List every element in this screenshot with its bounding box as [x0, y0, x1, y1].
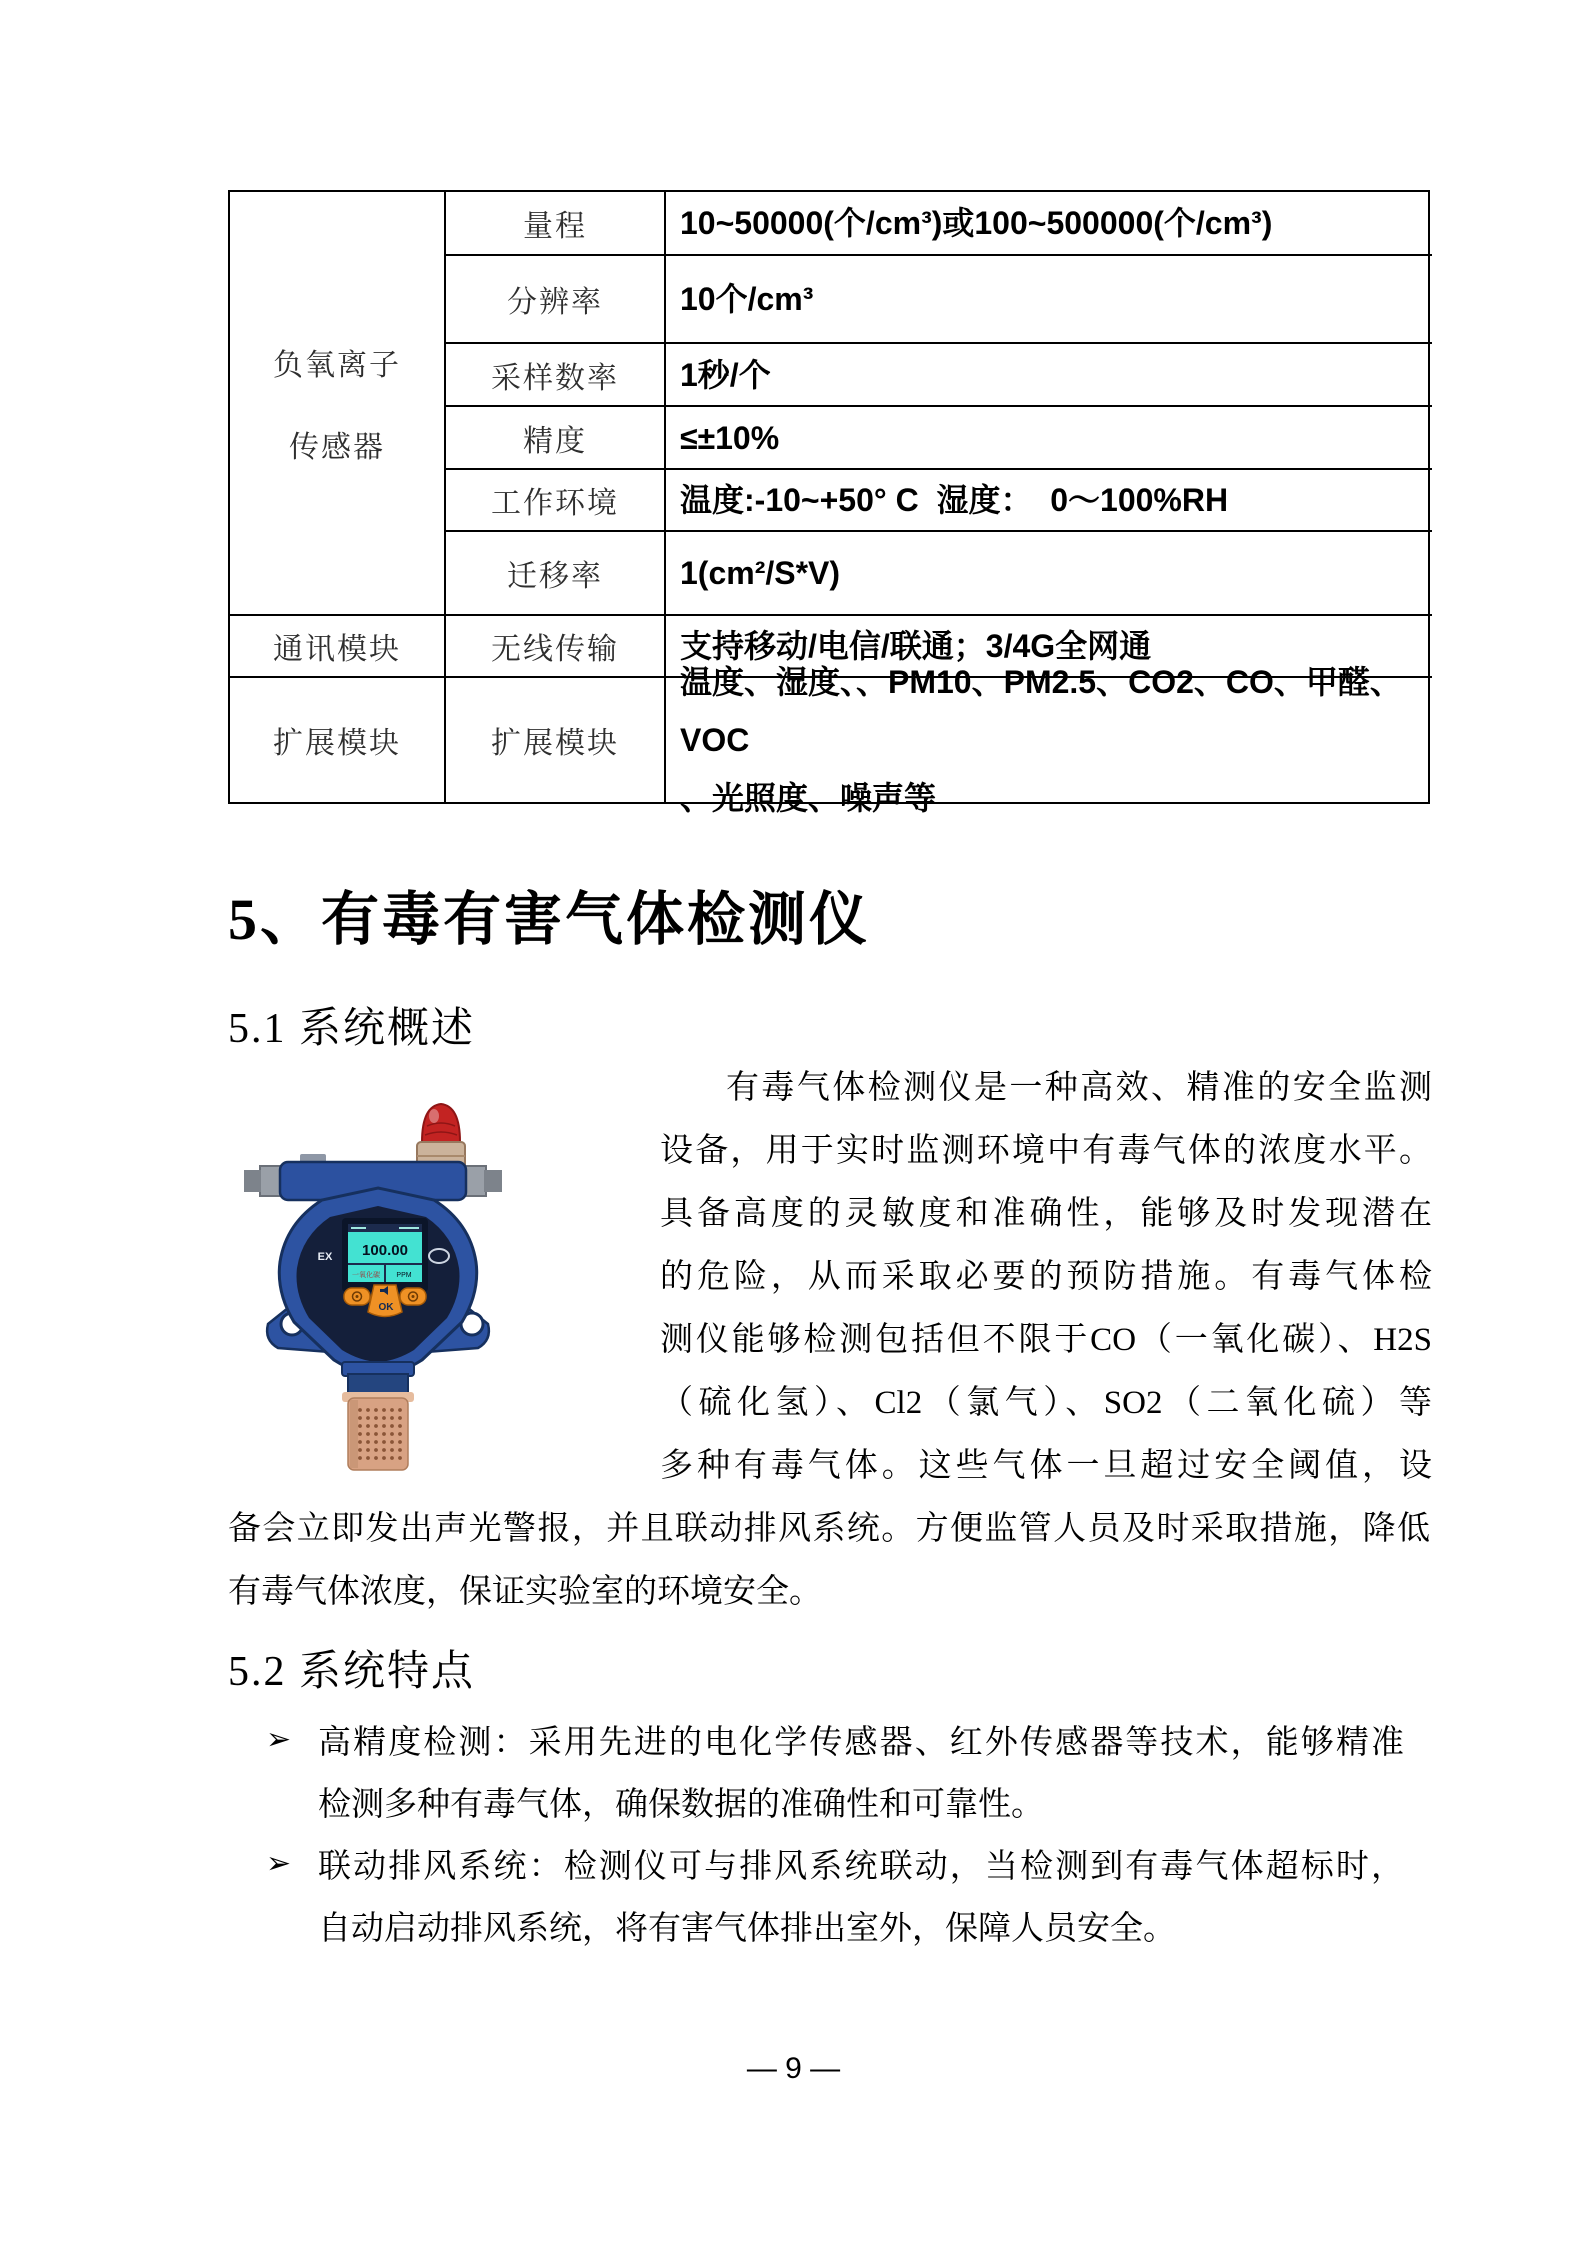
- page-number: — 9 —: [746, 2052, 841, 2085]
- table-cell-expand-group: 扩展模块: [230, 678, 446, 802]
- gas-detector-illustration: [172, 1078, 502, 1478]
- table-param-range: 量程: [446, 192, 666, 256]
- table-value-mobility: 1(cm²/S*V): [666, 532, 1432, 616]
- right-conduit-fitting: [464, 1166, 486, 1196]
- table-value-expand: [666, 664, 1432, 816]
- paragraph-line: 的危险，从而采取必要的预防措施。有毒气体检: [660, 1259, 1432, 1295]
- feature-line: 高精度检测：采用先进的电化学传感器、红外传感器等技术，能够精准: [318, 1725, 1404, 1761]
- table-param-wireless: 无线传输: [446, 616, 666, 678]
- paragraph-line: 具备高度的灵敏度和准确性，能够及时发现潜在: [660, 1196, 1432, 1232]
- feature-line: 自动启动排风系统，将有害气体排出室外，保障人员安全。: [318, 1911, 1176, 1947]
- sensor-group-line1: 负氧离子: [273, 349, 401, 382]
- paragraph-line: 备会立即发出声光警报，并且联动排风系统。方便监管人员及时采取措施，降低: [228, 1511, 1430, 1547]
- paragraph-line: 设备，用于实时监测环境中有毒气体的浓度水平。: [660, 1133, 1432, 1169]
- table-value-expand-line1: 温度、湿度、、PM10、PM2.5、CO2、CO、甲醛、VOC: [680, 664, 1402, 758]
- table-param-mobility: 迁移率: [446, 532, 666, 616]
- section-5-1-title: 5.1 系统概述: [228, 1006, 476, 1052]
- ok-button-label: OK: [378, 1302, 394, 1313]
- bullet-arrow-icon: ➢: [266, 1846, 292, 1881]
- paragraph-line: 测仪能够检测包括但不限于CO（一氧化碳）、H2S: [660, 1322, 1432, 1358]
- table-param-sampling: 采样数率: [446, 344, 666, 407]
- screen-gas-label: 一氧化碳: [352, 1272, 380, 1279]
- screen-unit-label: PPM: [396, 1272, 412, 1279]
- feature-line: 联动排风系统：检测仪可与排风系统联动，当检测到有毒气体超标时，: [318, 1849, 1404, 1885]
- right-conduit-pipe: [484, 1170, 502, 1192]
- paragraph-line: （硫化氢）、Cl2（氯气）、SO2（二氧化硫）等: [660, 1385, 1432, 1421]
- table-param-expand: 扩展模块: [446, 678, 666, 802]
- table-value-accuracy: ≤±10%: [666, 407, 1432, 470]
- sensor-group-line2: 传感器: [289, 431, 385, 464]
- paragraph-line: 有毒气体检测仪是一种高效、精准的安全监测: [726, 1070, 1432, 1106]
- table-value-range: 10~50000(个/cm³)或100~500000(个/cm³): [666, 192, 1432, 256]
- section-5-2-title: 5.2 系统特点: [228, 1649, 476, 1695]
- table-param-accuracy: 精度: [446, 407, 666, 470]
- table-value-environment: 温度:-10~+50° C 湿度： 0～100%RH: [666, 470, 1432, 532]
- table-param-environment: 工作环境: [446, 470, 666, 532]
- table-value-wireless: 支持移动/电信/联通；3/4G全网通: [666, 616, 1432, 678]
- sensor-perforations: [354, 1408, 402, 1464]
- paragraph-line: 多种有毒气体。这些气体一旦超过安全阈值，设: [660, 1448, 1432, 1484]
- table-value-sampling: 1秒/个: [666, 344, 1432, 407]
- feature-line: 检测多种有毒气体，确保数据的准确性和可靠性。: [318, 1787, 1044, 1823]
- bullet-arrow-icon: ➢: [266, 1722, 292, 1757]
- chapter-title: 5、有毒有害气体检测仪: [228, 887, 871, 952]
- screen-reading: 100.00: [362, 1242, 408, 1259]
- paragraph-line: 有毒气体浓度，保证实验室的环境安全。: [228, 1574, 822, 1610]
- table-param-resolution: 分辨率: [446, 256, 666, 344]
- spec-table: [228, 190, 1430, 816]
- ex-marking: EX: [317, 1251, 333, 1263]
- left-conduit-pipe: [244, 1170, 261, 1192]
- table-value-resolution: 10个/cm³: [666, 256, 1432, 344]
- table-cell-sensor-group: [230, 192, 446, 616]
- table-value-expand-line2: 、光照度、噪声等: [680, 780, 937, 816]
- table-cell-comm-group: 通讯模块: [230, 616, 446, 678]
